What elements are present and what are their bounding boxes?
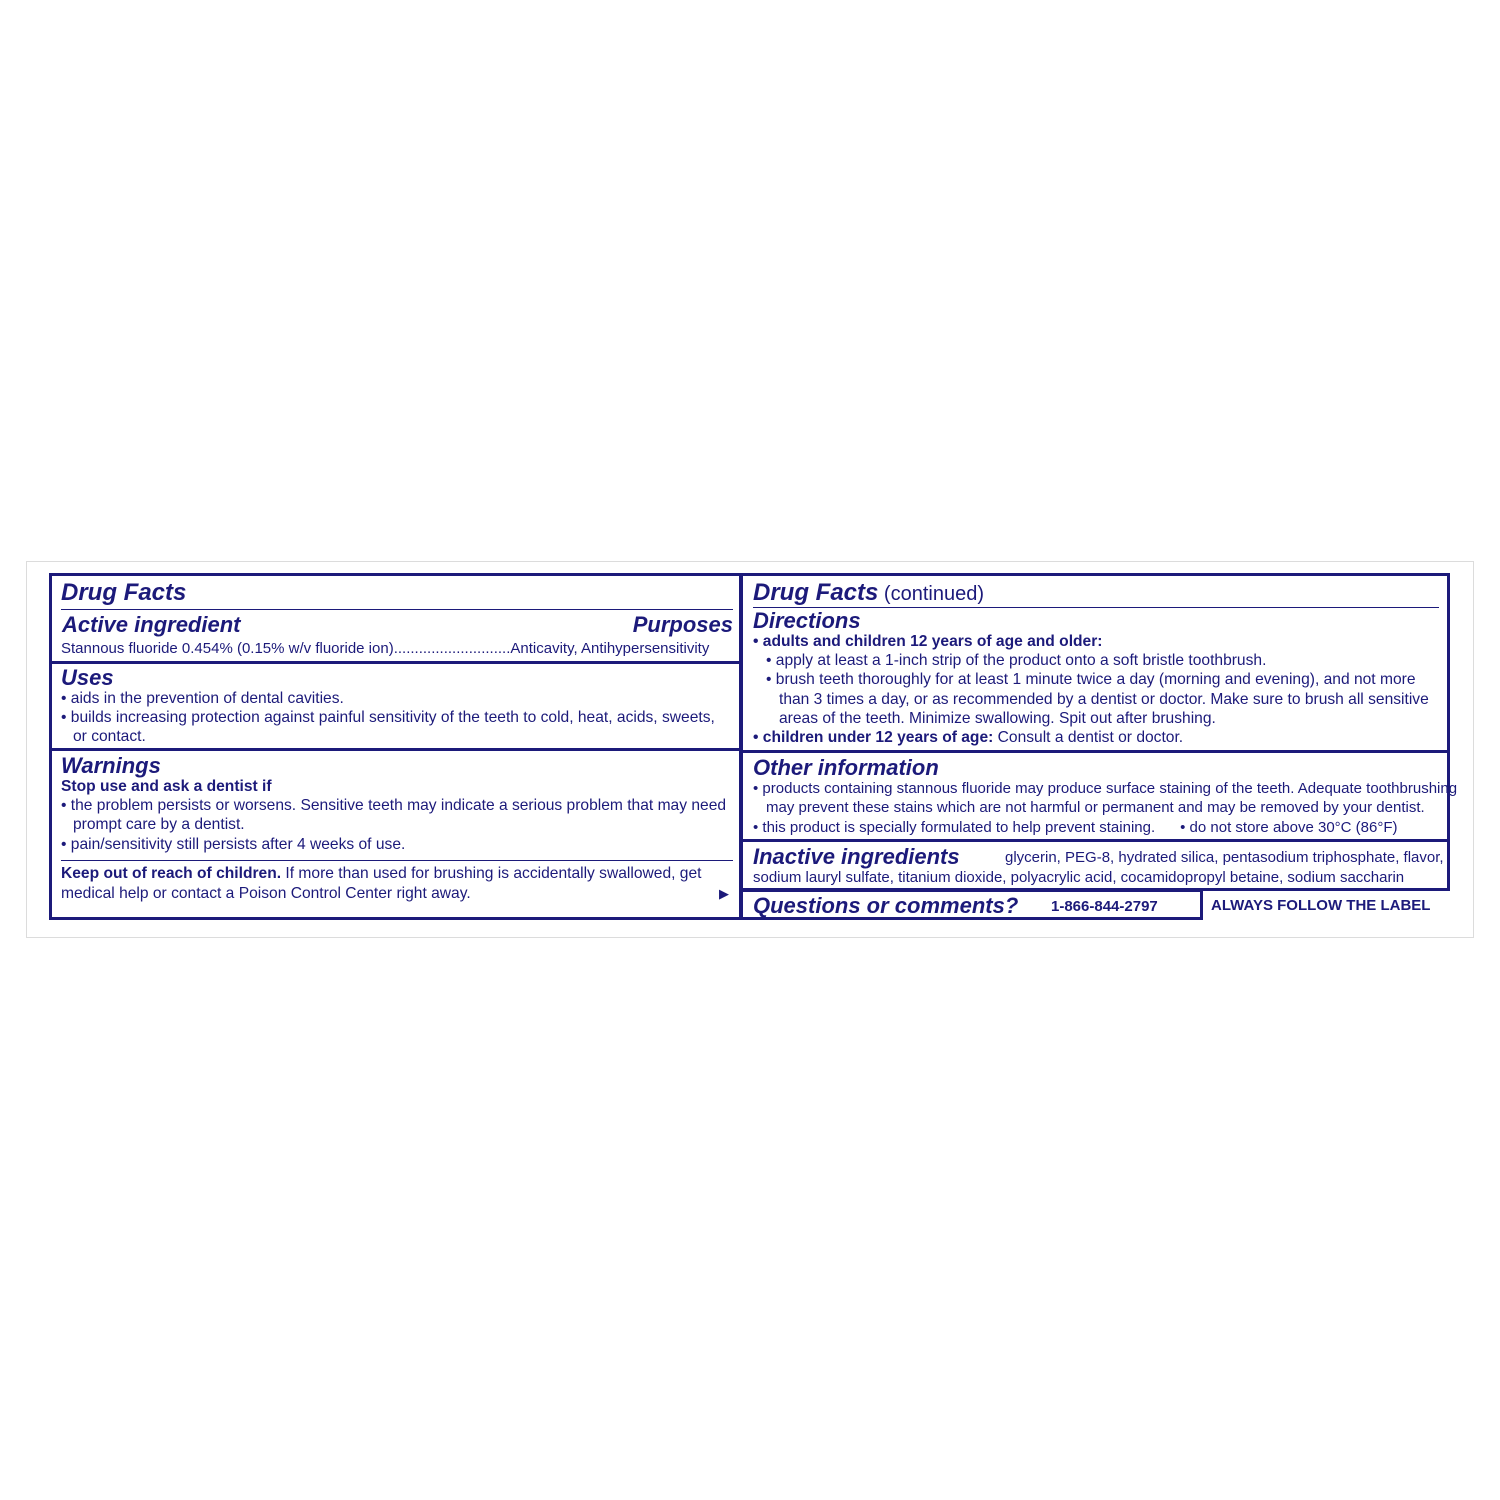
- directions-item-1: • apply at least a 1-inch strip of the product onto a soft bristle toothbrush.: [766, 652, 1267, 669]
- warnings-heading: Warnings: [61, 753, 161, 778]
- inactive-ingredients-heading: Inactive ingredients: [753, 844, 960, 869]
- directions-item-2-cont-1: than 3 times a day, or as recommended by a dentist or doctor. Make sure to brush all sensitive: [779, 691, 1429, 708]
- other-information-heading: Other information: [753, 755, 939, 780]
- inactive-ingredients-line-2: sodium lauryl sulfate, titanium dioxide, polyacrylic acid, cocamidopropyl betaine, sodium saccharin: [753, 869, 1405, 886]
- other-info-item-1-cont: may prevent these stains which are not harmful or permanent and may be removed by your dentist.: [766, 799, 1425, 816]
- active-ingredient-line: Stannous fluoride 0.454% (0.15% w/v fluoride ion)............................Anticavity, Antihypersensitivity: [61, 640, 710, 657]
- divider-other-info: [740, 750, 1450, 753]
- stop-use-heading: Stop use and ask a dentist if: [61, 778, 272, 795]
- questions-heading: Questions or comments?: [753, 893, 1019, 918]
- drug-facts-title: Drug Facts: [61, 579, 187, 606]
- keep-out-text: If more than used for brushing is accidentally swallowed, get: [281, 865, 702, 882]
- continued-label: (continued): [878, 583, 984, 605]
- uses-item-2: • builds increasing protection against painful sensitivity of the teeth to cold, heat, acids, sweets,: [61, 709, 715, 726]
- warnings-item-1-cont: prompt care by a dentist.: [73, 816, 245, 833]
- active-ingredient-heading: Active ingredient: [62, 612, 241, 637]
- keep-out-bold: Keep out of reach of children.: [61, 865, 282, 882]
- drug-facts-rule: [61, 609, 733, 610]
- keep-out-line-1: [61, 864, 701, 883]
- directions-item-2-cont-2: areas of the teeth. Minimize swallowing. Spit out after brushing.: [779, 710, 1216, 727]
- directions-heading: Directions: [753, 608, 861, 633]
- directions-adults: • adults and children 12 years of age and older:: [753, 633, 1103, 650]
- phone-number: 1-866-844-2797: [1051, 898, 1158, 915]
- continued-arrow-icon: ▶: [719, 886, 729, 901]
- other-info-item-1: • products containing stannous fluoride may produce surface staining of the teeth. Adequate toothbrushing: [753, 780, 1458, 797]
- warnings-item-2: • pain/sensitivity still persists after 4 weeks of use.: [61, 836, 406, 853]
- divider-warnings: [49, 748, 742, 751]
- keep-out-line-2: medical help or contact a Poison Control Center right away.: [61, 885, 471, 902]
- uses-heading: Uses: [61, 665, 114, 690]
- children-bold: • children under 12 years of age:: [753, 729, 994, 746]
- drug-facts-continued-title: [753, 580, 984, 607]
- other-info-item-2: • this product is specially formulated to help prevent staining. • do not store above 30°C (86°F): [753, 819, 1398, 836]
- uses-item-2-cont: or contact.: [73, 728, 146, 745]
- drug-facts-title-right: Drug Facts: [753, 579, 879, 606]
- divider-inactive: [740, 839, 1450, 842]
- divider-uses: [49, 661, 742, 664]
- purposes-heading: Purposes: [632, 612, 733, 637]
- children-text: Consult a dentist or doctor.: [993, 729, 1184, 746]
- uses-item-1: • aids in the prevention of dental cavities.: [61, 690, 344, 707]
- directions-children: [753, 728, 1183, 747]
- inactive-ingredients-line-1: glycerin, PEG-8, hydrated silica, pentasodium triphosphate, flavor,: [1005, 849, 1444, 866]
- keep-out-rule: [61, 860, 733, 861]
- warnings-item-1: • the problem persists or worsens. Sensitive teeth may indicate a serious problem that may need: [61, 797, 727, 814]
- directions-item-2: • brush teeth thoroughly for at least 1 minute twice a day (morning and evening), and not more: [766, 671, 1416, 688]
- always-follow-label: ALWAYS FOLLOW THE LABEL: [1211, 897, 1431, 914]
